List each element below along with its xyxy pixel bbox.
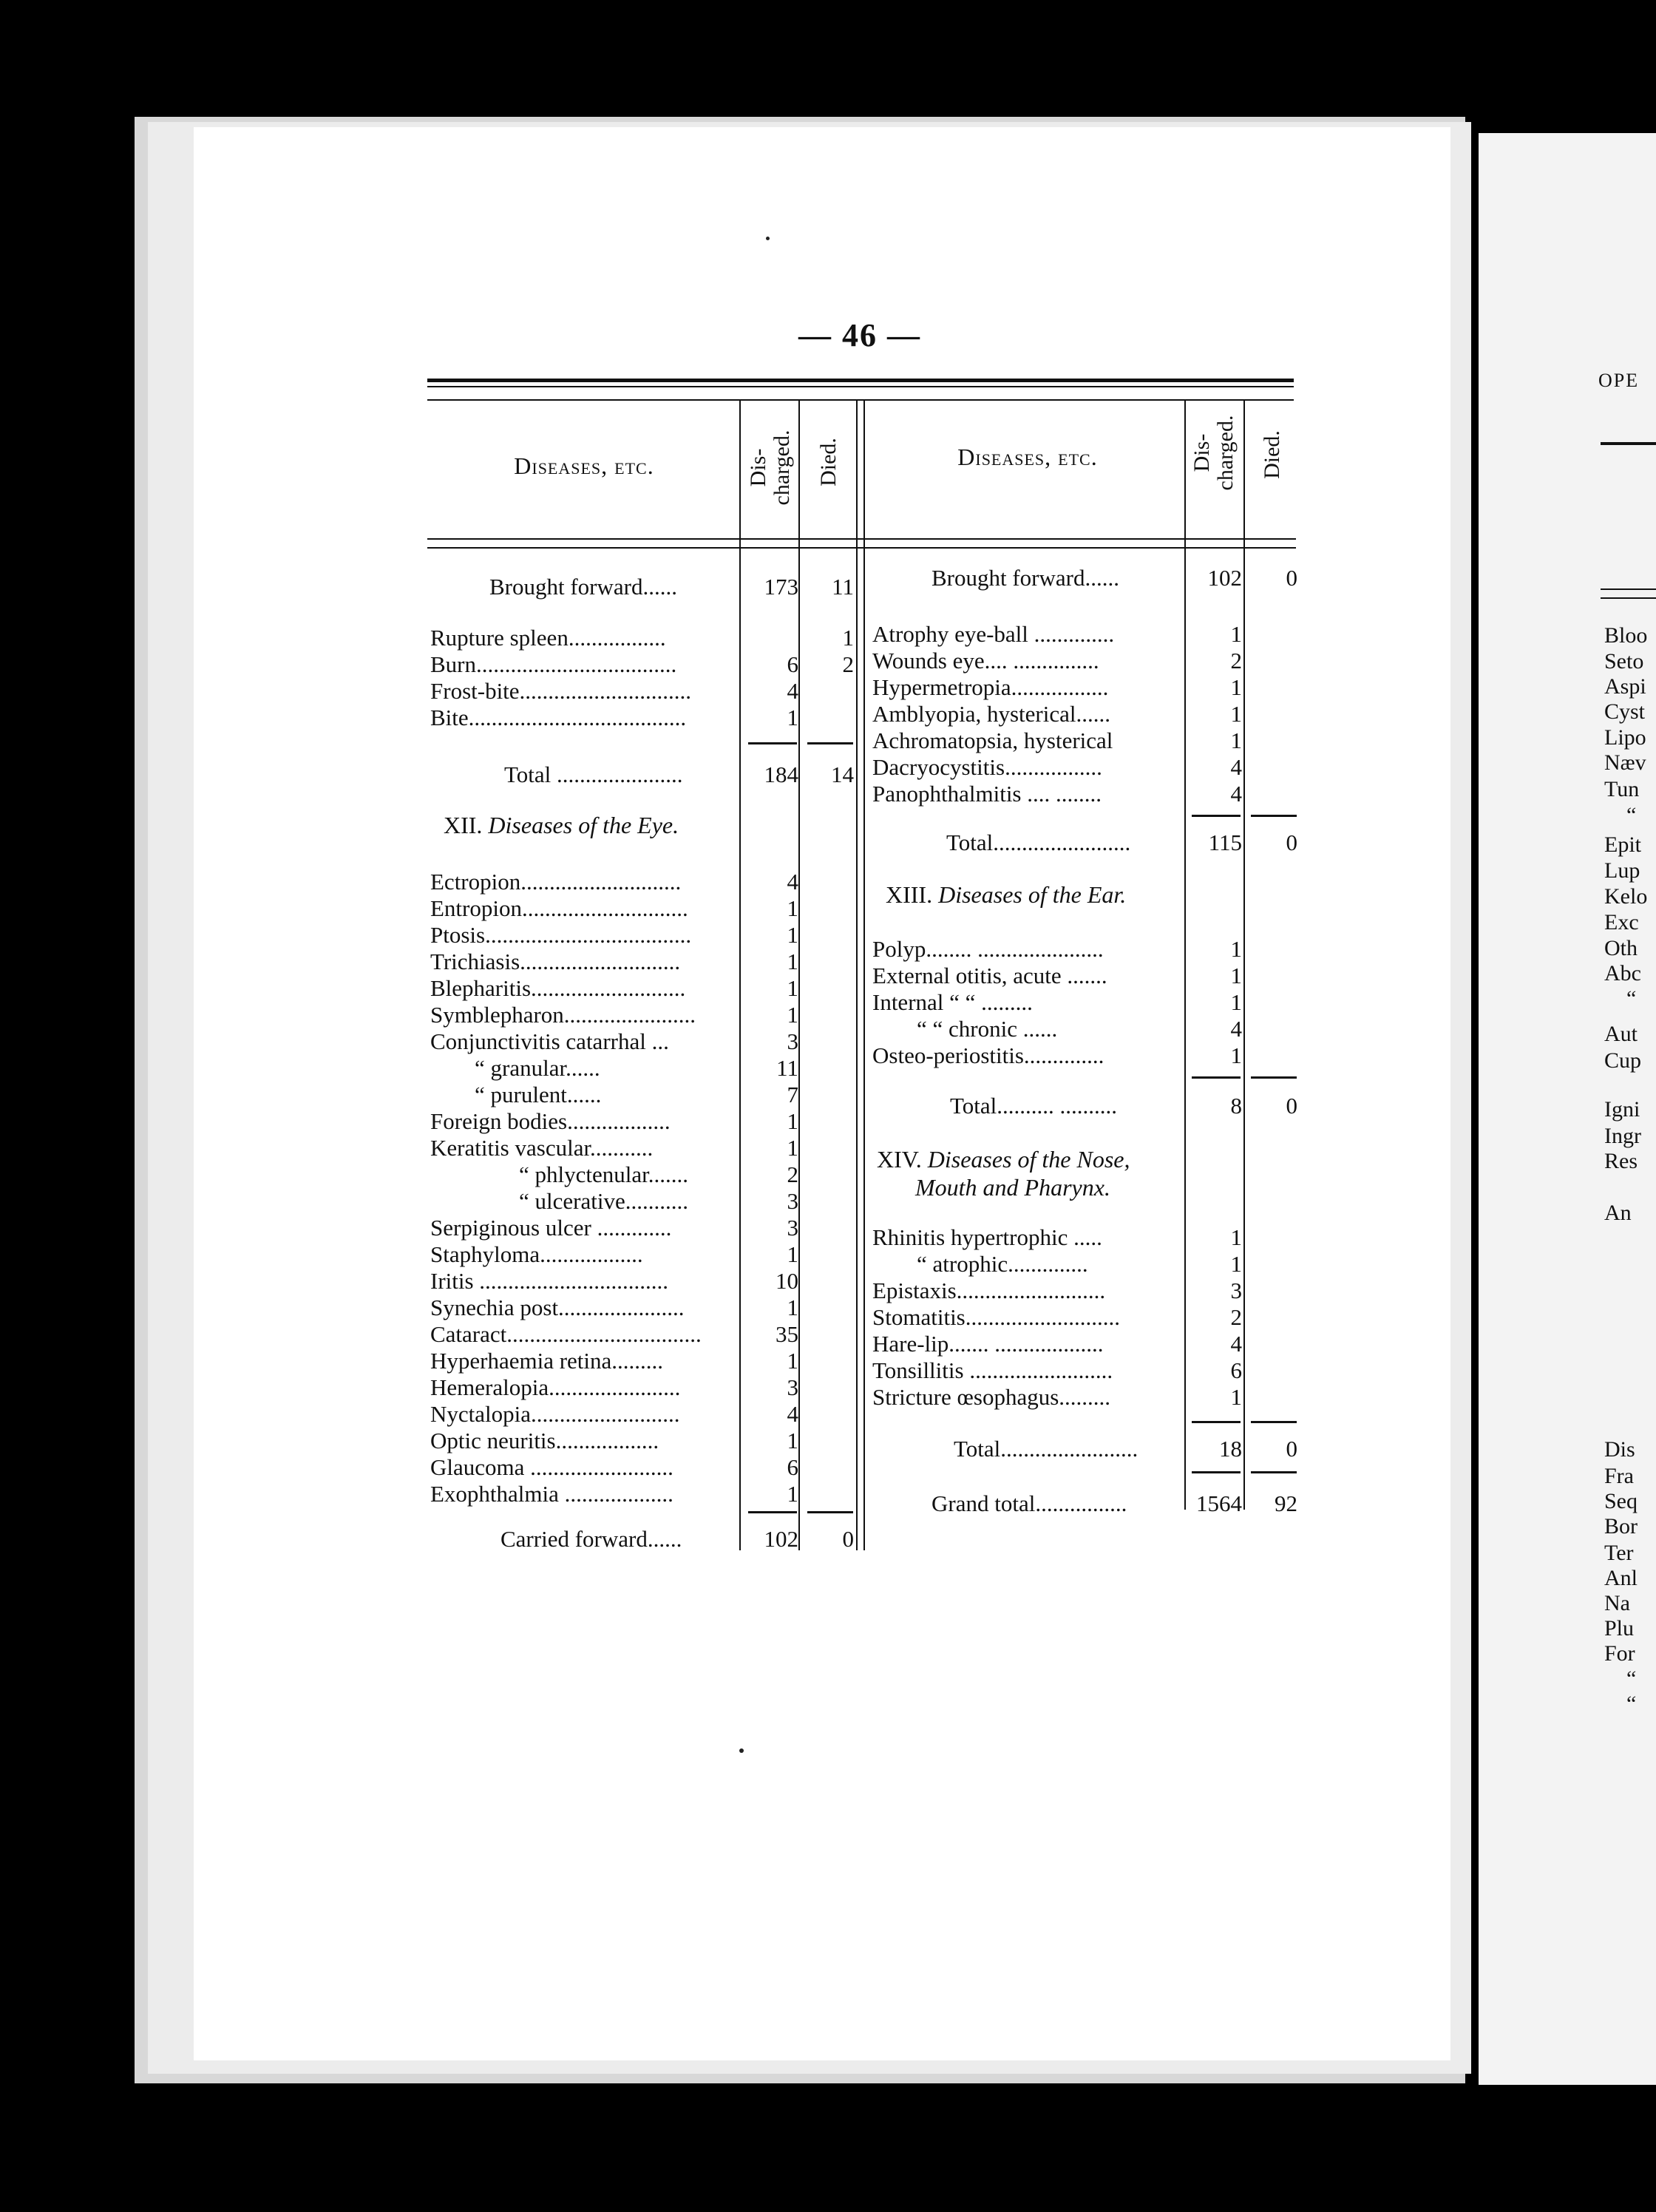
entry-label: Burn...................................: [430, 651, 677, 677]
facing-page-line: Cyst: [1604, 699, 1646, 724]
facing-page-rule3: [1601, 597, 1656, 599]
discharged-value: 4: [1230, 1016, 1242, 1042]
facing-page-line: Fra: [1604, 1464, 1634, 1488]
discharged-value: 1: [1230, 989, 1242, 1015]
entry-label: Stricture œsophagus.........: [872, 1384, 1111, 1410]
entry-label: Hare-lip....... ...................: [872, 1331, 1104, 1357]
discharged-value: 1: [1230, 1224, 1242, 1250]
sum-rule: [1251, 1471, 1297, 1473]
entry-label: Total........................: [954, 1436, 1138, 1462]
entry-label: Rupture spleen.................: [430, 625, 666, 651]
left-died-header: Died.: [816, 438, 841, 486]
discharged-value: 1: [1230, 674, 1242, 700]
col-line-l3: [856, 401, 858, 1550]
discharged-value: 1: [787, 1348, 798, 1374]
entry-label: Brought forward......: [489, 574, 677, 600]
entry-label: Panophthalmitis .... ........: [872, 781, 1102, 807]
discharged-value: 1: [1230, 1384, 1242, 1410]
entry-label: Entropion.............................: [430, 895, 688, 921]
section-heading: [915, 1173, 1110, 1202]
discharged-value: 184: [764, 761, 798, 787]
entry-label: Synechia post......................: [430, 1295, 685, 1320]
discharged-value: 1: [1230, 701, 1242, 727]
died-value: 0: [1286, 1093, 1297, 1119]
entry-label: Glaucoma .........................: [430, 1454, 673, 1480]
entry-label: Hemeralopia.......................: [430, 1374, 681, 1400]
entry-label: Total.......... ..........: [950, 1093, 1118, 1119]
sum-rule: [1192, 1421, 1241, 1423]
discharged-value: 1: [1230, 1042, 1242, 1068]
discharged-value: 8: [1230, 1093, 1242, 1119]
entry-label: Optic neuritis..................: [430, 1428, 659, 1453]
entry-label: “ purulent......: [475, 1082, 602, 1107]
facing-page-line: “: [1626, 1666, 1637, 1691]
sum-rule: [1192, 1471, 1241, 1473]
entry-label: Bite......................................: [430, 705, 687, 730]
sum-rule: [1251, 1076, 1297, 1079]
section-number: XII.: [444, 812, 483, 838]
entry-label: Wounds eye.... ...............: [872, 648, 1099, 674]
discharged-value: 1: [787, 975, 798, 1001]
entry-label: Tonsillitis .........................: [872, 1357, 1113, 1383]
top-rule-thick: [427, 379, 1294, 382]
died-value: 2: [842, 651, 854, 677]
entry-label: “ atrophic..............: [917, 1251, 1088, 1277]
facing-page-line: An: [1604, 1201, 1632, 1225]
discharged-value: 3: [787, 1374, 798, 1400]
entry-label: Carried forward......: [500, 1526, 682, 1552]
entry-label: Keratitis vascular...........: [430, 1135, 654, 1161]
entry-label: Blepharitis...........................: [430, 975, 686, 1001]
discharged-value: 2: [1230, 648, 1242, 674]
died-value: 14: [831, 761, 854, 787]
col-line-r1: [1184, 401, 1186, 1510]
facing-page-line: Abc: [1604, 961, 1641, 985]
entry-label: Total........................: [946, 830, 1131, 855]
discharged-value: 1: [1230, 936, 1242, 962]
section-heading: [877, 1144, 1130, 1174]
died-value: 0: [1286, 830, 1297, 855]
discharged-value: 1: [787, 1002, 798, 1028]
discharged-value: 35: [776, 1321, 798, 1347]
section-number: XIV.: [877, 1146, 922, 1173]
sum-rule: [807, 742, 853, 744]
died-value: 0: [842, 1526, 854, 1552]
died-value: 92: [1275, 1490, 1297, 1516]
facing-page-line: Ter: [1604, 1541, 1634, 1565]
facing-page-line: Bloo: [1604, 623, 1648, 648]
sum-rule: [1192, 1076, 1241, 1079]
entry-label: Ptosis....................................: [430, 922, 692, 948]
facing-page-line: Seto: [1604, 649, 1644, 674]
section-heading: [444, 810, 679, 840]
discharged-value: 173: [764, 574, 798, 600]
right-discharged-header: Dis- charged.: [1190, 415, 1238, 491]
entry-label: Cataract..................................: [430, 1321, 702, 1347]
discharged-value: 1: [787, 922, 798, 948]
col-line-l2: [798, 401, 800, 1550]
discharged-value: 1: [1230, 963, 1242, 988]
discharged-value: 1: [1230, 727, 1242, 753]
facing-page-line: Seq: [1604, 1489, 1638, 1513]
discharged-value: 18: [1219, 1436, 1242, 1462]
discharged-value: 1: [787, 1108, 798, 1134]
facing-page-line: Aspi: [1604, 674, 1646, 699]
entry-label: Trichiasis............................: [430, 949, 681, 974]
entry-label: Hypermetropia.................: [872, 674, 1109, 700]
entry-label: “ ulcerative...........: [519, 1188, 688, 1214]
died-value: 1: [842, 625, 854, 651]
section-title: Diseases of the Nose,: [927, 1146, 1130, 1173]
col-line-l1: [739, 401, 741, 1550]
discharged-value: 1: [787, 895, 798, 921]
discharged-value: 3: [1230, 1278, 1242, 1303]
entry-label: Internal “ “ .........: [872, 989, 1033, 1015]
entry-label: Grand total................: [932, 1490, 1127, 1516]
discharged-value: 4: [1230, 781, 1242, 807]
facing-page-line: Lipo: [1604, 725, 1646, 750]
sum-rule: [1251, 1421, 1297, 1423]
discharged-value: 1: [787, 1481, 798, 1507]
facing-page-line: Plu: [1604, 1616, 1635, 1641]
speck: [739, 1748, 744, 1753]
facing-page-line: Ingr: [1604, 1124, 1641, 1148]
section-number: XIII.: [886, 881, 933, 908]
facing-page-line: Cup: [1604, 1048, 1642, 1073]
discharged-value: 10: [776, 1268, 798, 1294]
discharged-value: 3: [787, 1028, 798, 1054]
facing-page-line: Næv: [1604, 750, 1646, 775]
facing-page-rule: [1601, 442, 1656, 445]
facing-page-line: Exc: [1604, 910, 1639, 934]
left-discharged-header: Dis- charged.: [746, 430, 794, 506]
top-rule-thin2: [427, 399, 1294, 401]
sum-rule: [807, 1511, 853, 1513]
header-rule2: [427, 547, 1296, 549]
discharged-value: 4: [787, 1401, 798, 1427]
col-line-r2: [1243, 401, 1245, 1510]
discharged-value: 6: [1230, 1357, 1242, 1383]
top-rule-thin: [427, 386, 1294, 387]
died-value: 0: [1286, 565, 1297, 591]
discharged-value: 102: [1207, 565, 1242, 591]
facing-page-line: “: [1626, 986, 1637, 1011]
section-heading: [886, 880, 1126, 909]
discharged-value: 1: [787, 1135, 798, 1161]
facing-page-line: Igni: [1604, 1097, 1640, 1122]
header-rule: [427, 538, 1296, 540]
discharged-value: 1564: [1196, 1490, 1242, 1516]
entry-label: Frost-bite..............................: [430, 678, 692, 704]
entry-label: Nyctalopia..........................: [430, 1401, 680, 1427]
left-diseases-header: Diseases, etc.: [514, 452, 654, 479]
facing-page-line: Res: [1604, 1149, 1638, 1173]
col-line-mid: [863, 401, 865, 1550]
entry-label: Epistaxis..........................: [872, 1278, 1106, 1303]
entry-label: Amblyopia, hysterical......: [872, 701, 1110, 727]
discharged-value: 11: [776, 1055, 798, 1081]
facing-page-line: Aut: [1604, 1022, 1638, 1046]
facing-page-header: OPE: [1598, 370, 1640, 391]
facing-page-line: Bor: [1604, 1514, 1638, 1538]
facing-page-line: Lup: [1604, 858, 1640, 883]
discharged-value: 2: [787, 1161, 798, 1187]
right-died-header: Died.: [1260, 430, 1284, 479]
discharged-value: 4: [787, 869, 798, 895]
facing-page-line: Tun: [1604, 777, 1640, 801]
discharged-value: 3: [787, 1215, 798, 1241]
entry-label: Dacryocystitis.................: [872, 754, 1102, 780]
facing-page-line: Kelo: [1604, 884, 1648, 909]
entry-label: “ granular......: [475, 1055, 600, 1081]
discharged-value: 2: [1230, 1304, 1242, 1330]
died-value: 11: [832, 574, 854, 600]
discharged-value: 4: [1230, 754, 1242, 780]
entry-label: Achromatopsia, hysterical: [872, 727, 1113, 753]
discharged-value: 1: [1230, 1251, 1242, 1277]
discharged-value: 6: [787, 1454, 798, 1480]
discharged-value: 3: [787, 1188, 798, 1214]
died-value: 0: [1286, 1436, 1297, 1462]
entry-label: Iritis .................................: [430, 1268, 669, 1294]
discharged-value: 1: [787, 1241, 798, 1267]
entry-label: “ “ chronic ......: [917, 1016, 1058, 1042]
section-title: Diseases of the Eye.: [488, 812, 679, 838]
sum-rule: [1192, 815, 1241, 817]
entry-label: Osteo-periostitis..............: [872, 1042, 1104, 1068]
sum-rule: [748, 1511, 797, 1513]
entry-label: Stomatitis...........................: [872, 1304, 1120, 1330]
discharged-value: 1: [787, 705, 798, 730]
entry-label: Foreign bodies..................: [430, 1108, 671, 1134]
discharged-value: 4: [1230, 1331, 1242, 1357]
facing-page-line: Na: [1604, 1591, 1630, 1615]
entry-label: Symblepharon.......................: [430, 1002, 696, 1028]
discharged-value: 7: [787, 1082, 798, 1107]
entry-label: Serpiginous ulcer .............: [430, 1215, 672, 1241]
facing-page-line: Dis: [1604, 1437, 1635, 1462]
entry-label: Ectropion............................: [430, 869, 682, 895]
facing-page-rule2: [1601, 588, 1656, 590]
sum-rule: [748, 742, 797, 744]
facing-page-line: Epit: [1604, 832, 1641, 857]
page-number: — 46 —: [798, 317, 921, 353]
entry-label: Brought forward......: [932, 565, 1119, 591]
facing-page-line: “: [1626, 803, 1637, 827]
facing-page-line: For: [1604, 1641, 1635, 1666]
discharged-value: 1: [1230, 621, 1242, 647]
entry-label: Conjunctivitis catarrhal ...: [430, 1028, 669, 1054]
discharged-value: 4: [787, 678, 798, 704]
entry-label: Rhinitis hypertrophic .....: [872, 1224, 1102, 1250]
discharged-value: 1: [787, 949, 798, 974]
entry-label: External otitis, acute .......: [872, 963, 1107, 988]
entry-label: Total ......................: [504, 761, 683, 787]
facing-page-line: “: [1626, 1692, 1637, 1716]
speck: [766, 237, 770, 240]
section-title: Mouth and Pharynx.: [915, 1174, 1110, 1201]
entry-label: Hyperhaemia retina.........: [430, 1348, 664, 1374]
entry-label: “ phlyctenular.......: [519, 1161, 688, 1187]
sum-rule: [1251, 815, 1297, 817]
discharged-value: 102: [764, 1526, 798, 1552]
discharged-value: 1: [787, 1295, 798, 1320]
discharged-value: 1: [787, 1428, 798, 1453]
discharged-value: 6: [787, 651, 798, 677]
discharged-value: 115: [1208, 830, 1242, 855]
entry-label: Polyp........ ......................: [872, 936, 1104, 962]
entry-label: Atrophy eye-ball ..............: [872, 621, 1115, 647]
entry-label: Exophthalmia ...................: [430, 1481, 673, 1507]
section-title: Diseases of the Ear.: [938, 881, 1127, 908]
facing-page-line: Oth: [1604, 936, 1638, 960]
facing-page-line: Anl: [1604, 1566, 1638, 1590]
entry-label: Staphyloma..................: [430, 1241, 643, 1267]
right-diseases-header: Diseases, etc.: [957, 444, 1098, 470]
